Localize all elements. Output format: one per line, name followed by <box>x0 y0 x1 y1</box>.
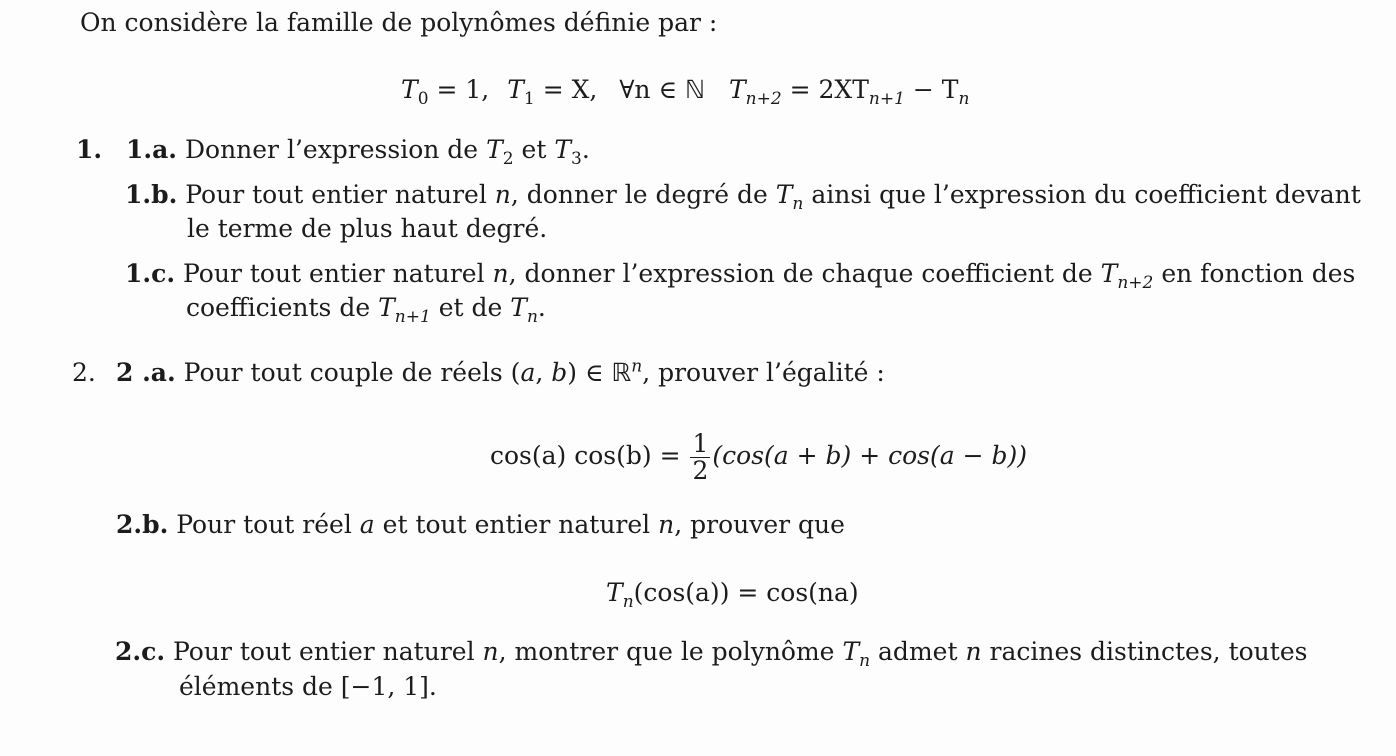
question-2b-label: 2.b. <box>116 510 169 539</box>
question-1b: 1.b. Pour tout entier naturel n, donner le degré de $T_n$ ainsi que l’expression du coefficient devant <box>125 180 1361 214</box>
question-1c: 1.c. Pour tout entier naturel n, donner l’expression de chaque coefficient de $T_{n+2}$ en fonction des <box>125 259 1356 293</box>
t0-value: = 1, <box>436 75 490 104</box>
question-1a-label: 1.a. <box>126 135 178 164</box>
recurrence-rhs: = 2XT <box>789 75 869 104</box>
forall-symbol: ∀n ∈ <box>619 75 677 104</box>
question-1b-label: 1.b. <box>125 180 178 209</box>
question-1-number: 1. <box>76 135 103 164</box>
naturals-symbol: ℕ <box>684 75 705 104</box>
question-1a: 1.a. Donner l’expression de $T_2$ et $T_3$. <box>126 135 590 169</box>
intro-text: On considère la famille de polynômes définie par : <box>80 8 718 37</box>
question-2a: 2 .a. Pour tout couple de réels (a, b) ∈ ℝ$^n$, prouver l’égalité : <box>116 356 885 387</box>
question-2c-label: 2.c. <box>115 637 166 666</box>
one-half-fraction: $\frac{1}{2}$ <box>692 429 709 485</box>
recurrence-minus: − T <box>912 75 959 104</box>
cosine-product-identity: cos(a) cos(b) = $\frac{1}{2}$ (cos(a + b) + cos(a − b)) <box>490 429 1028 485</box>
question-2c-continued: éléments de [−1, 1]. <box>179 672 437 701</box>
question-2c: 2.c. Pour tout entier naturel n, montrer que le polynôme $T_n$ admet n racines distinctes, toutes <box>115 637 1308 671</box>
question-2b: 2.b. Pour tout réel a et tout entier naturel n, prouver que <box>116 510 845 539</box>
question-1b-continued: le terme de plus haut degré. <box>187 214 548 243</box>
question-2-number: 2. <box>72 358 96 387</box>
chebyshev-identity: $T_n(\cos(a)) = \cos(na)$ <box>606 578 859 612</box>
t1-value: = X, <box>542 75 598 104</box>
definition-equation: $T_0 = 1$, $T_1 = X$, ∀n ∈ ℕ $T_{n+2} = 2XT_{n+1} - T_n$ <box>401 75 970 109</box>
question-1c-label: 1.c. <box>125 259 176 288</box>
question-2a-label: 2 .a. <box>116 358 176 387</box>
question-1c-continued: coefficients de $T_{n+1}$ et de $T_n$. <box>186 293 546 327</box>
